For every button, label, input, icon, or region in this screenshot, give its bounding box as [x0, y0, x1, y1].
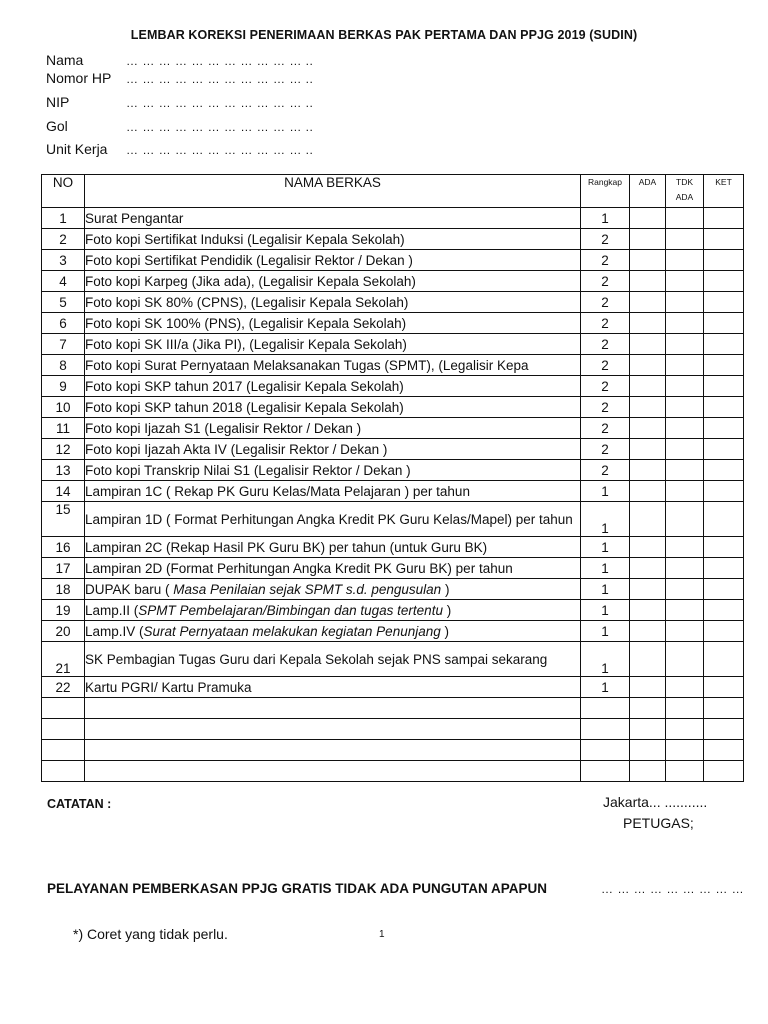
row-number: 1: [42, 208, 85, 229]
ada-checkbox-cell[interactable]: [630, 355, 666, 376]
row-number: 5: [42, 292, 85, 313]
table-row: [42, 313, 744, 334]
header-nama-berkas: NAMA BERKAS: [85, 175, 581, 208]
rangkap-count: 2: [581, 271, 630, 292]
document-name-tail: ): [442, 602, 452, 618]
document-name: [85, 621, 581, 642]
document-name: Lampiran 2C (Rekap Hasil PK Guru BK) per tahun (untuk Guru BK): [85, 537, 581, 558]
tdk-ada-checkbox-cell[interactable]: [666, 719, 704, 740]
tdk-ada-checkbox-cell[interactable]: [666, 537, 704, 558]
document-name: Foto kopi SK 80% (CPNS), (Legalisir Kepala Sekolah): [85, 292, 581, 313]
tdk-ada-checkbox-cell[interactable]: [666, 677, 704, 698]
tdk-ada-checkbox-cell[interactable]: [666, 334, 704, 355]
ket-cell[interactable]: [704, 250, 744, 271]
rangkap-count: 1: [581, 677, 630, 698]
table-row: [42, 229, 744, 250]
document-name-text: Lamp.II (: [85, 602, 139, 618]
field-label: Nomor HP: [46, 70, 112, 86]
ket-cell[interactable]: [704, 558, 744, 579]
document-name: [85, 698, 581, 719]
tdk-ada-checkbox-cell[interactable]: [666, 740, 704, 761]
tdk-ada-checkbox-cell[interactable]: [666, 292, 704, 313]
rangkap-count: 1: [581, 621, 630, 642]
table-row: [42, 376, 744, 397]
document-name: Foto kopi Karpeg (Jika ada), (Legalisir Kepala Sekolah): [85, 271, 581, 292]
table-row: [42, 460, 744, 481]
field-dots: … … … … … … … … … … … ..: [126, 143, 314, 157]
table-row: [42, 418, 744, 439]
rangkap-count: 1: [581, 481, 630, 502]
tdk-ada-checkbox-cell[interactable]: [666, 698, 704, 719]
header-ada: ADA: [630, 175, 666, 208]
ada-checkbox-cell[interactable]: [630, 460, 666, 481]
tdk-ada-checkbox-cell[interactable]: [666, 229, 704, 250]
field-label: NIP: [46, 94, 70, 110]
tdk-ada-checkbox-cell[interactable]: [666, 502, 704, 537]
ada-checkbox-cell[interactable]: [630, 271, 666, 292]
row-number: [42, 719, 85, 740]
tdk-ada-checkbox-cell[interactable]: [666, 600, 704, 621]
rangkap-count: 2: [581, 439, 630, 460]
document-name: [85, 600, 581, 621]
row-number: 22: [42, 677, 85, 698]
ada-checkbox-cell[interactable]: [630, 334, 666, 355]
tdk-ada-checkbox-cell[interactable]: [666, 250, 704, 271]
document-name-text: DUPAK baru (: [85, 581, 174, 597]
ket-cell[interactable]: [704, 397, 744, 418]
ada-checkbox-cell[interactable]: [630, 397, 666, 418]
row-number: 14: [42, 481, 85, 502]
row-number: 10: [42, 397, 85, 418]
row-number: 18: [42, 579, 85, 600]
ket-cell[interactable]: [704, 537, 744, 558]
rangkap-count: 2: [581, 313, 630, 334]
document-name-tail: ): [441, 581, 450, 597]
ket-cell[interactable]: [704, 579, 744, 600]
ada-checkbox-cell[interactable]: [630, 313, 666, 334]
catatan-label: CATATAN :: [47, 797, 112, 811]
rangkap-count: [581, 761, 630, 782]
table-row: [42, 698, 744, 719]
row-number: 20: [42, 621, 85, 642]
document-name-text: Lamp.IV (: [85, 623, 144, 639]
ket-cell[interactable]: [704, 439, 744, 460]
table-row: [42, 481, 744, 502]
field-dots: … … … … … … … … … … … ..: [126, 120, 314, 134]
ket-cell[interactable]: [704, 292, 744, 313]
document-name: Foto kopi SK 100% (PNS), (Legalisir Kepala Sekolah): [85, 313, 581, 334]
ada-checkbox-cell[interactable]: [630, 600, 666, 621]
row-number: 15: [42, 502, 85, 537]
ada-checkbox-cell[interactable]: [630, 418, 666, 439]
ket-cell[interactable]: [704, 376, 744, 397]
rangkap-count: [581, 740, 630, 761]
ket-cell[interactable]: [704, 355, 744, 376]
ada-checkbox-cell[interactable]: [630, 481, 666, 502]
row-number: 3: [42, 250, 85, 271]
berkas-table: [41, 174, 744, 782]
document-name: Foto kopi SK III/a (Jika PI), (Legalisir Kepala Sekolah): [85, 334, 581, 355]
ada-checkbox-cell[interactable]: [630, 740, 666, 761]
ket-cell[interactable]: [704, 229, 744, 250]
ket-cell[interactable]: [704, 677, 744, 698]
tdk-ada-checkbox-cell[interactable]: [666, 376, 704, 397]
row-number: 9: [42, 376, 85, 397]
footnote: *) Coret yang tidak perlu.: [73, 926, 228, 942]
rangkap-count: 2: [581, 376, 630, 397]
free-service-notice: PELAYANAN PEMBERKASAN PPJG GRATIS TIDAK ADA PUNGUTAN APAPUN: [47, 881, 548, 896]
table-body: [42, 208, 744, 782]
ket-cell[interactable]: [704, 460, 744, 481]
ada-checkbox-cell[interactable]: [630, 250, 666, 271]
rangkap-count: 2: [581, 460, 630, 481]
ada-checkbox-cell[interactable]: [630, 698, 666, 719]
table-row: [42, 292, 744, 313]
tdk-ada-checkbox-cell[interactable]: [666, 621, 704, 642]
ket-cell[interactable]: [704, 418, 744, 439]
field-dots: … … … … … … … … … … … ..: [126, 72, 314, 86]
table-row: [42, 271, 744, 292]
row-number: 12: [42, 439, 85, 460]
ada-checkbox-cell[interactable]: [630, 719, 666, 740]
ket-cell[interactable]: [704, 761, 744, 782]
rangkap-count: 2: [581, 397, 630, 418]
document-name: Foto kopi SKP tahun 2018 (Legalisir Kepala Sekolah): [85, 397, 581, 418]
ada-checkbox-cell[interactable]: [630, 502, 666, 537]
document-name: Lampiran 2D (Format Perhitungan Angka Kredit PK Guru BK) per tahun: [85, 558, 581, 579]
header-tdk-ada: TDK ADA: [666, 175, 704, 208]
rangkap-count: 1: [581, 579, 630, 600]
tdk-ada-checkbox-cell[interactable]: [666, 397, 704, 418]
tdk-ada-checkbox-cell[interactable]: [666, 481, 704, 502]
tdk-ada-checkbox-cell[interactable]: [666, 558, 704, 579]
row-number: [42, 761, 85, 782]
field-label: Unit Kerja: [46, 141, 108, 157]
document-name: [85, 579, 581, 600]
tdk-ada-checkbox-cell[interactable]: [666, 579, 704, 600]
document-name: Kartu PGRI/ Kartu Pramuka: [85, 677, 581, 698]
table-row: [42, 397, 744, 418]
table-row: [42, 761, 744, 782]
rangkap-count: 2: [581, 355, 630, 376]
rangkap-count: 1: [581, 600, 630, 621]
row-number: 19: [42, 600, 85, 621]
ada-checkbox-cell[interactable]: [630, 439, 666, 460]
ket-cell[interactable]: [704, 740, 744, 761]
ket-cell[interactable]: [704, 642, 744, 677]
rangkap-count: 1: [581, 558, 630, 579]
row-number: 13: [42, 460, 85, 481]
document-name: Foto kopi Sertifikat Pendidik (Legalisir Rektor / Dekan ): [85, 250, 581, 271]
tdk-ada-checkbox-cell[interactable]: [666, 761, 704, 782]
table-row: [42, 558, 744, 579]
row-number: 8: [42, 355, 85, 376]
rangkap-count: 1: [581, 208, 630, 229]
table-header-row: [42, 175, 744, 208]
table-row: [42, 334, 744, 355]
table-row: [42, 537, 744, 558]
place-date: Jakarta... ...........: [603, 794, 708, 810]
ada-checkbox-cell[interactable]: [630, 558, 666, 579]
field-label: Gol: [46, 118, 68, 134]
document-name: Surat Pengantar: [85, 208, 581, 229]
document-title: LEMBAR KOREKSI PENERIMAAN BERKAS PAK PERTAMA DAN PPJG 2019 (SUDIN): [130, 28, 638, 42]
document-name-italic: SPMT Pembelajaran/Bimbingan dan tugas tertentu: [138, 602, 443, 618]
ada-checkbox-cell[interactable]: [630, 579, 666, 600]
table-row: [42, 355, 744, 376]
table-row: [42, 677, 744, 698]
row-number: [42, 698, 85, 719]
document-name: [85, 740, 581, 761]
table-row: [42, 208, 744, 229]
field-dots: … … … … … … … … … … … ..: [126, 54, 314, 68]
tdk-ada-checkbox-cell[interactable]: [666, 439, 704, 460]
document-name: Foto kopi Sertifikat Induksi (Legalisir Kepala Sekolah): [85, 229, 581, 250]
rangkap-count: 2: [581, 418, 630, 439]
rangkap-count: 1: [581, 642, 630, 677]
table-row: [42, 600, 744, 621]
document-name: Foto kopi Ijazah S1 (Legalisir Rektor / Dekan ): [85, 418, 581, 439]
document-name-tail: ): [440, 623, 449, 639]
table-row: [42, 439, 744, 460]
header-ket: KET: [704, 175, 744, 208]
ada-checkbox-cell[interactable]: [630, 642, 666, 677]
table-row: [42, 642, 744, 677]
row-number: [42, 740, 85, 761]
ket-cell[interactable]: [704, 719, 744, 740]
header-no: NO: [42, 175, 85, 208]
rangkap-count: 1: [581, 502, 630, 537]
table-row: [42, 740, 744, 761]
ada-checkbox-cell[interactable]: [630, 621, 666, 642]
signature-dots: … … … … … … … … …: [601, 882, 745, 896]
rangkap-count: 2: [581, 334, 630, 355]
document-name: Foto kopi Surat Pernyataan Melaksanakan Tugas (SPMT), (Legalisir Kepa: [85, 355, 581, 376]
page-number: 1: [379, 929, 385, 940]
ada-checkbox-cell[interactable]: [630, 376, 666, 397]
document-name: [85, 761, 581, 782]
ket-cell[interactable]: [704, 481, 744, 502]
table-row: [42, 250, 744, 271]
document-name: Foto kopi Transkrip Nilai S1 (Legalisir Rektor / Dekan ): [85, 460, 581, 481]
ada-checkbox-cell[interactable]: [630, 229, 666, 250]
rangkap-count: [581, 719, 630, 740]
ket-cell[interactable]: [704, 313, 744, 334]
table-row: [42, 621, 744, 642]
document-name-italic: Masa Penilaian sejak SPMT s.d. pengusulan: [173, 581, 442, 597]
field-dots: … … … … … … … … … … … ..: [126, 96, 314, 110]
table-row: [42, 719, 744, 740]
ket-cell[interactable]: [704, 600, 744, 621]
rangkap-count: [581, 698, 630, 719]
ket-cell[interactable]: [704, 208, 744, 229]
document-name: [85, 719, 581, 740]
table-row: [42, 579, 744, 600]
row-number: 6: [42, 313, 85, 334]
ket-cell[interactable]: [704, 621, 744, 642]
rangkap-count: 2: [581, 292, 630, 313]
ket-cell[interactable]: [704, 502, 744, 537]
row-number: 11: [42, 418, 85, 439]
row-number: 4: [42, 271, 85, 292]
rangkap-count: 1: [581, 537, 630, 558]
ada-checkbox-cell[interactable]: [630, 208, 666, 229]
tdk-ada-checkbox-cell[interactable]: [666, 208, 704, 229]
row-number: 7: [42, 334, 85, 355]
rangkap-count: 2: [581, 250, 630, 271]
ada-checkbox-cell[interactable]: [630, 537, 666, 558]
ada-checkbox-cell[interactable]: [630, 292, 666, 313]
ket-cell[interactable]: [704, 698, 744, 719]
row-number: 17: [42, 558, 85, 579]
ket-cell[interactable]: [704, 271, 744, 292]
tdk-ada-checkbox-cell[interactable]: [666, 642, 704, 677]
ada-checkbox-cell[interactable]: [630, 761, 666, 782]
document-name: SK Pembagian Tugas Guru dari Kepala Sekolah sejak PNS sampai sekarang: [85, 642, 581, 677]
tdk-ada-checkbox-cell[interactable]: [666, 355, 704, 376]
document-name-italic: Surat Pernyataan melakukan kegiatan Penunjang: [143, 623, 441, 639]
document-name: Foto kopi Ijazah Akta IV (Legalisir Rektor / Dekan ): [85, 439, 581, 460]
table-row: [42, 502, 744, 537]
petugas-label: PETUGAS;: [623, 815, 694, 831]
row-number: 21: [42, 642, 85, 677]
document-name: Lampiran 1D ( Format Perhitungan Angka Kredit PK Guru Kelas/Mapel) per tahun: [85, 502, 581, 537]
tdk-ada-checkbox-cell[interactable]: [666, 418, 704, 439]
document-name: Lampiran 1C ( Rekap PK Guru Kelas/Mata Pelajaran ) per tahun: [85, 481, 581, 502]
document-name: Foto kopi SKP tahun 2017 (Legalisir Kepala Sekolah): [85, 376, 581, 397]
row-number: 2: [42, 229, 85, 250]
header-rangkap: Rangkap: [581, 175, 630, 208]
tdk-ada-checkbox-cell[interactable]: [666, 460, 704, 481]
ket-cell[interactable]: [704, 334, 744, 355]
rangkap-count: 2: [581, 229, 630, 250]
field-label: Nama: [46, 52, 84, 68]
tdk-ada-checkbox-cell[interactable]: [666, 313, 704, 334]
tdk-ada-checkbox-cell[interactable]: [666, 271, 704, 292]
row-number: 16: [42, 537, 85, 558]
ada-checkbox-cell[interactable]: [630, 677, 666, 698]
